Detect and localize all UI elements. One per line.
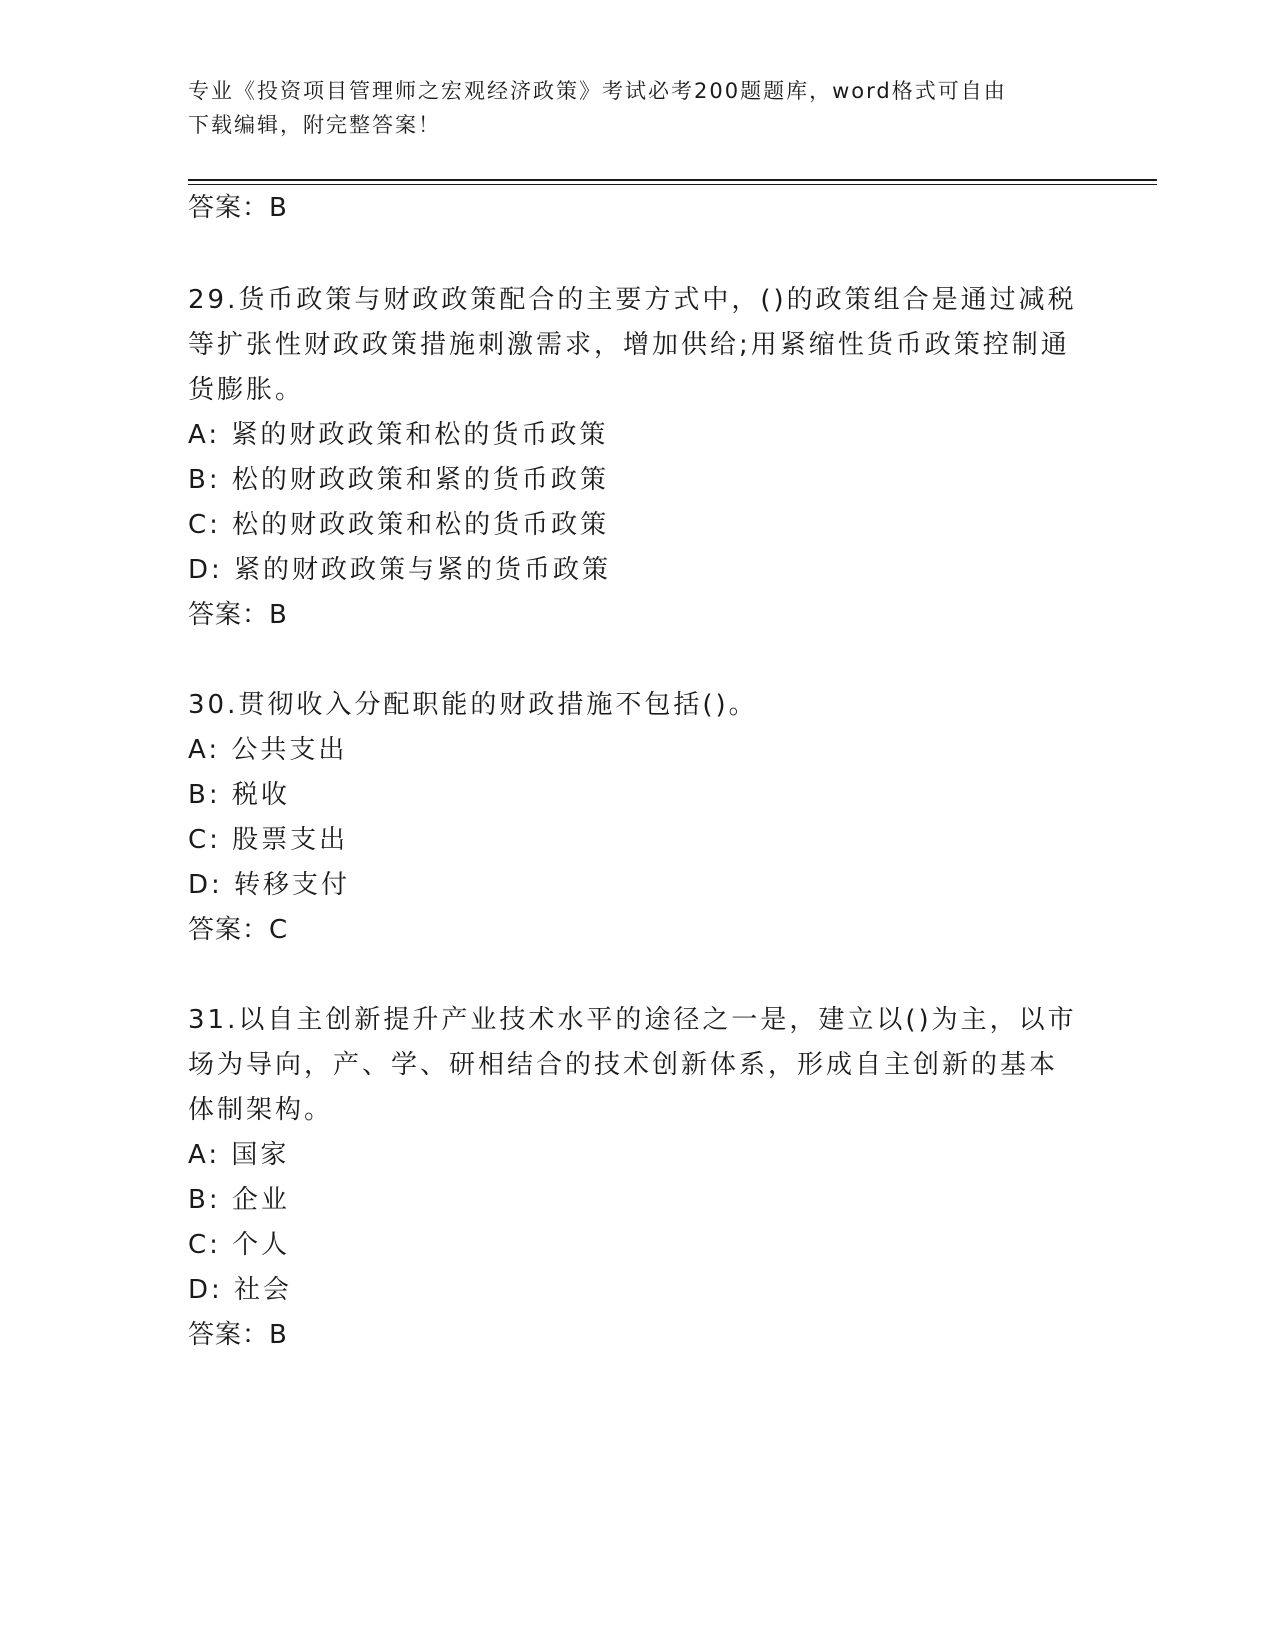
option-d: D: 社会 [188, 1275, 293, 1305]
answer: 答案：B [188, 600, 288, 630]
document-header [188, 74, 1088, 142]
option-d: D: 转移支付 [188, 870, 351, 900]
previous-answer: 答案：B [188, 193, 288, 223]
option-c: C: 股票支出 [188, 825, 349, 855]
option-b: B: 税收 [188, 780, 290, 810]
header-line-1: 专业《投资项目管理师之宏观经济政策》考试必考200题题库，word格式可自由 [188, 79, 1007, 103]
question-stem-line: 体制架构。 [188, 1095, 334, 1125]
header-line-2: 下载编辑，附完整答案！ [188, 113, 441, 137]
answer: 答案：B [188, 1320, 288, 1350]
question-stem-line: 等扩张性财政政策措施刺激需求，增加供给;用紧缩性货币政策控制通 [188, 330, 1070, 360]
header-divider-thin [188, 184, 1157, 185]
option-c: C: 松的财政政策和松的货币政策 [188, 510, 610, 540]
option-b: B: 企业 [188, 1185, 290, 1215]
option-a: A: 紧的财政政策和松的货币政策 [188, 420, 609, 450]
option-c: C: 个人 [188, 1230, 291, 1260]
question-stem-line: 29.货币政策与财政政策配合的主要方式中，()的政策组合是通过减税 [188, 285, 1077, 315]
answer: 答案：C [188, 915, 289, 945]
question-stem-line: 31.以自主创新提升产业技术水平的途径之一是，建立以()为主，以市 [188, 1005, 1077, 1035]
option-d: D: 紧的财政政策与紧的货币政策 [188, 555, 612, 585]
question-stem-line: 30.贯彻收入分配职能的财政措施不包括()。 [188, 690, 758, 720]
option-b: B: 松的财政政策和紧的货币政策 [188, 465, 609, 495]
question-stem-line: 货膨胀。 [188, 375, 305, 405]
header-divider-thick [188, 179, 1157, 181]
option-a: A: 国家 [188, 1140, 290, 1170]
question-stem-line: 场为导向，产、学、研相结合的技术创新体系，形成自主创新的基本 [188, 1050, 1059, 1080]
option-a: A: 公共支出 [188, 735, 348, 765]
